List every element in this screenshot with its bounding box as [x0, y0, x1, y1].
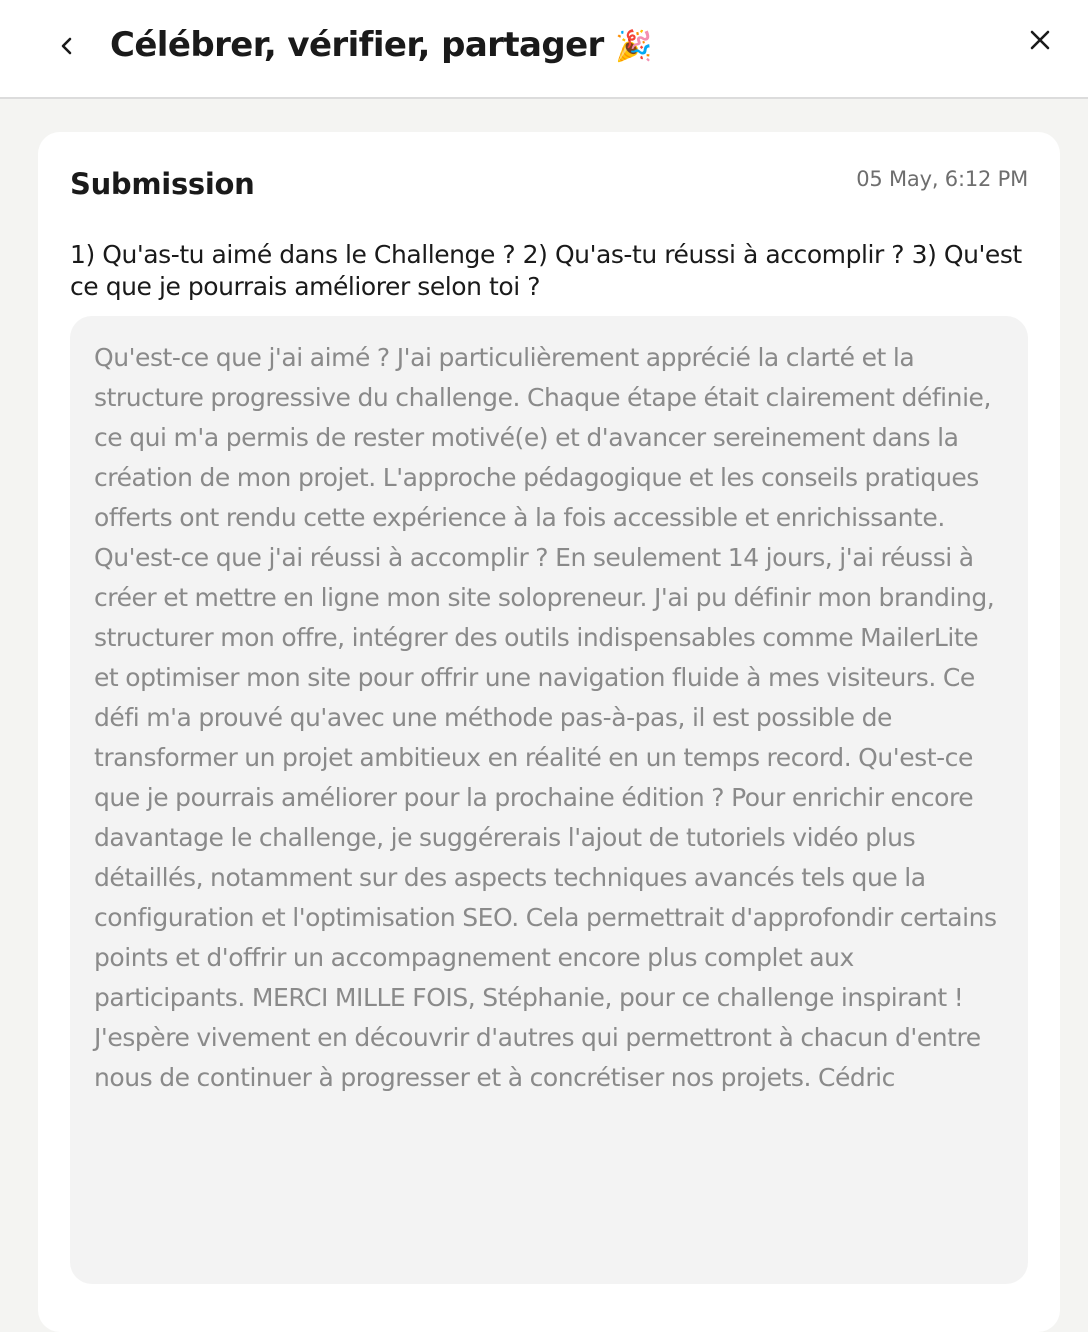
chevron-left-icon — [59, 34, 75, 58]
submission-question: 1) Qu'as-tu aimé dans le Challenge ? 2) Qu'as-tu réussi à accomplir ? 3) Qu'est ce que je pourrais améliorer selon toi ? — [70, 240, 1022, 301]
modal-header — [0, 0, 1088, 99]
submission-answer: Qu'est-ce que j'ai aimé ? J'ai particulièrement apprécié la clarté et la structure progressive du challenge. Chaque étape était clairement définie, ce qui m'a permis de rester motivé(e) et d'avancer sereinement dans la création de mon projet. L'approche pédagogique et les conseils pratiques offerts ont rendu cette expérience à la fois accessible et enrichissante. Qu'est-ce que j'ai réussi à accomplir ? En seulement 14 jours, j'ai réussi à créer et mettre en ligne mon site solopreneur. J'ai pu définir mon branding, structurer mon offre, intégrer des outils indispensables comme MailerLite et optimiser mon site pour offrir une navigation fluide à mes visiteurs. Ce défi m'a prouvé qu'avec une méthode pas-à-pas, il est possible de transformer un projet ambitieux en réalité en un temps record. Qu'est-ce que je pourrais améliorer pour la prochaine édition ? Pour enrichir encore davantage le challenge, je suggérerais l'ajout de tutoriels vidéo plus détaillés, notamment sur des aspects techniques avancés tels que la configuration et l'optimisation SEO. Cela permettrait d'approfondir certains points et d'offrir un accompagnement encore plus complet aux participants. MERCI MILLE FOIS, Stéphanie, pour ce challenge inspirant ! J'espère vivement en découvrir d'autres qui permettront à chacun d'entre nous de continuer à progresser et à concrétiser nos projets. Cédric — [94, 343, 997, 1092]
page-title — [110, 22, 652, 70]
submission-card — [38, 132, 1060, 1332]
party-popper-icon: 🎉 — [614, 29, 652, 64]
page-title-text: Célébrer, vérifier, partager — [110, 25, 604, 65]
close-icon — [1028, 28, 1052, 52]
answer-box — [70, 316, 1028, 1284]
submission-label: Submission — [70, 167, 255, 201]
back-button[interactable] — [50, 26, 84, 66]
submission-timestamp: 05 May, 6:12 PM — [856, 167, 1028, 191]
close-button[interactable] — [1022, 22, 1058, 58]
